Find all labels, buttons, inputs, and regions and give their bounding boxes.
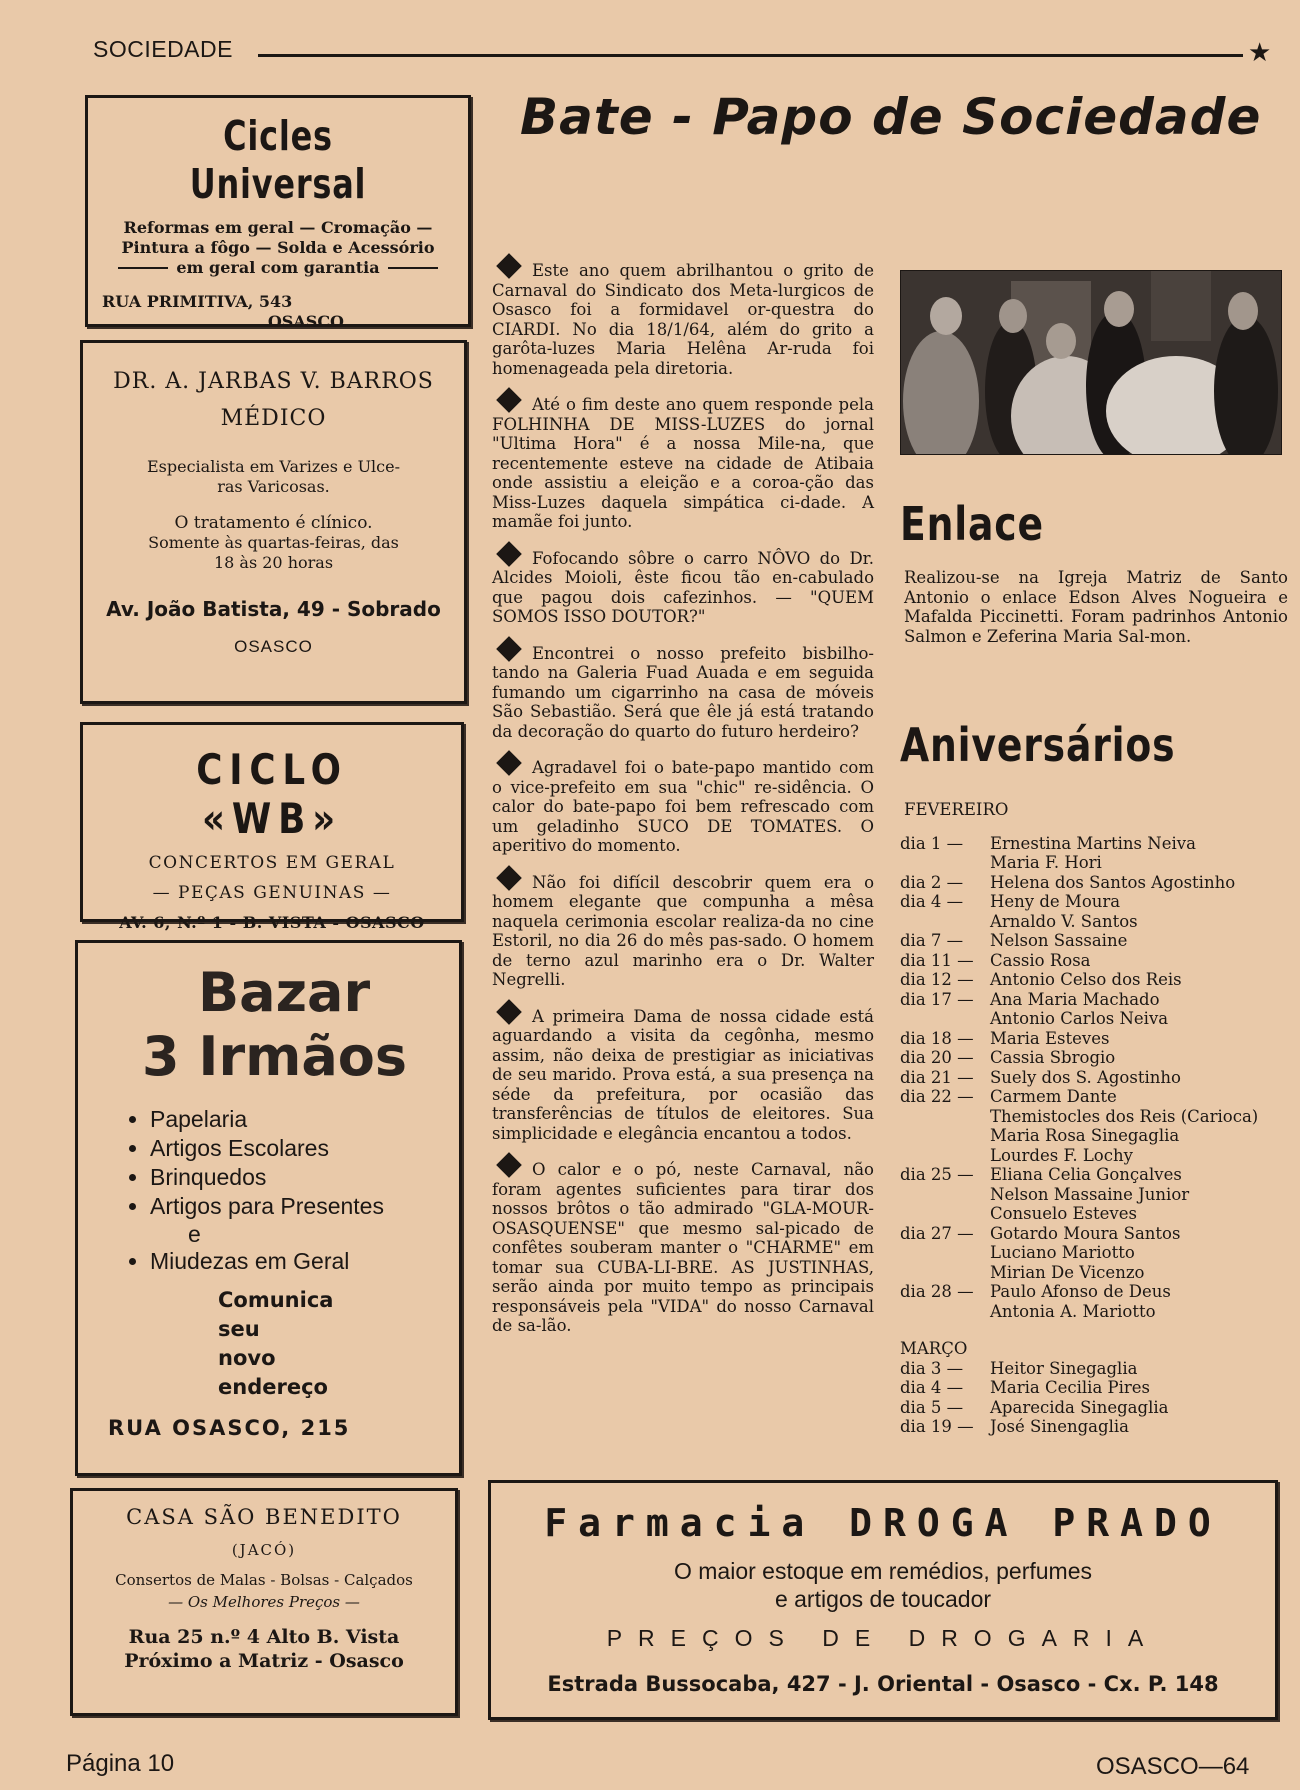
ad-subtitle: MÉDICO	[220, 406, 327, 431]
birthday-name: Antonia A. Mariotto	[990, 1301, 1156, 1321]
edition-label: OSASCO—64	[1096, 1753, 1250, 1780]
ad-list	[98, 1247, 439, 1276]
ad-line: ras Varicosas.	[217, 477, 330, 496]
birthday-name: Aparecida Sinegaglia	[990, 1397, 1169, 1417]
birthday-day: dia 18 —	[900, 1028, 974, 1048]
page-number: Página 10	[66, 1750, 175, 1777]
birthday-row	[900, 1378, 1290, 1398]
ad-line: Consertos de Malas - Bolsas - Calçados	[115, 1571, 413, 1589]
ad-prices: PREÇOS DE DROGARIA	[606, 1625, 1160, 1651]
ad-notice: Comunica seu novo endereço	[218, 1288, 334, 1399]
birthday-row	[900, 1417, 1290, 1437]
diamond-icon	[496, 541, 521, 566]
ad-address: RUA PRIMITIVA, 543	[102, 292, 293, 311]
birthday-list	[900, 800, 1290, 1437]
birthday-day: dia 5 —	[900, 1397, 964, 1417]
birthday-row	[900, 1029, 1290, 1049]
birthday-name: Arnaldo V. Santos	[990, 911, 1138, 931]
birthday-name: Nelson Massaine Junior	[990, 1184, 1190, 1204]
birthday-row	[900, 1398, 1290, 1418]
list-item: • Artigos para Presentes	[150, 1192, 439, 1221]
ad-title: CASA SÃO BENEDITO	[126, 1505, 402, 1529]
birthday-day: dia 25 —	[900, 1165, 974, 1184]
wedding-photo	[900, 270, 1282, 455]
section-heading-aniversarios: Aniversários	[900, 718, 1176, 772]
birthday-name: Paulo Afonso de Deus	[990, 1282, 1171, 1301]
ad-cicles-universal	[85, 95, 471, 331]
ad-list	[98, 1105, 439, 1221]
section-heading-enlace: Enlace	[900, 497, 1044, 551]
month-label: FEVEREIRO	[904, 800, 1009, 819]
birthday-name: Maria Rosa Sinegaglia	[990, 1126, 1180, 1145]
gossip-item: Fofocando sôbre o carro NÔVO do Dr. Alcides Moioli, êste ficou tão en-cabulado que pagou dois cafezinhos. — "QUEM SOMOS ISSO DOUTOR?"	[492, 546, 874, 627]
birthday-name: Nelson Sassaine	[990, 931, 1128, 950]
birthday-row	[900, 1282, 1290, 1321]
ad-casa-sao-benedito	[70, 1488, 458, 1716]
month-label: MARÇO	[900, 1339, 968, 1358]
birthday-day: dia 20 —	[900, 1048, 974, 1067]
gossip-item: O calor e o pó, neste Carnaval, não foram agentes suficientes para tirar dos nossos brôtos o tão admirado "GLA-MOUR-OSASQUENSE" que mesmo sal-picado de confêtes souberam manter o "CHARME" em tomar sua CUBA-LI-BRE. AS JUSTINHAS, serão ainda por muito tempo as principais responsáveis pela "VIDA" do nosso Carnaval de sa-lão.	[492, 1157, 874, 1336]
ad-line: Somente às quartas-feiras, das	[148, 533, 399, 552]
birthday-name: Helena dos Santos Agostinho	[990, 872, 1236, 892]
ad-subtitle: (JACÓ)	[231, 1541, 297, 1559]
birthday-row	[900, 834, 1290, 873]
ad-address: AV. 6, N.º 1 - B. VISTA - OSASCO	[119, 913, 425, 932]
birthday-day: dia 2 —	[900, 872, 964, 892]
birthday-row	[900, 951, 1290, 971]
birthday-name: Lourdes F. Lochy	[990, 1145, 1133, 1165]
birthday-day: dia 11 —	[900, 950, 974, 970]
diamond-icon	[496, 387, 521, 412]
ad-address: Av. João Batista, 49 - Sobrado	[106, 597, 441, 621]
birthday-row	[900, 1359, 1290, 1379]
diamond-icon	[496, 253, 521, 278]
page-title: Bate - Papo de Sociedade	[520, 88, 1262, 146]
birthday-name: Suely dos S. Agostinho	[990, 1067, 1181, 1087]
diamond-icon	[496, 865, 521, 890]
enlace-text: Realizou-se na Igreja Matriz de Santo Antonio o enlace Edson Alves Nogueira e Mafalda Piccinetti. Foram padrinhos Antonio Salmon e Zeferina Maria Sal-mon.	[904, 568, 1288, 646]
ad-title: Farmacia DROGA PRADO	[544, 1501, 1222, 1545]
birthday-name: Carmem Dante	[990, 1087, 1117, 1106]
list-item: • Miudezas em Geral	[150, 1247, 439, 1276]
birthday-name: Antonio Celso dos Reis	[990, 970, 1182, 989]
ad-ciclo-wb	[80, 722, 464, 932]
feb-list	[900, 834, 1290, 1322]
photo-image	[901, 271, 1282, 455]
gossip-item: Este ano quem abrilhantou o grito de Carnaval do Sindicato dos Meta-lurgicos de Osasco foi a formidavel or-questra do CIARDI. No dia 18/1/64, além do grito a garôta-luzes Maria Helêna Ar-ruda foi homenageada pela diretoria.	[492, 258, 874, 378]
ad-line: — PEÇAS GENUINAS —	[152, 883, 392, 903]
birthday-name: Heny de Moura	[990, 892, 1121, 911]
list-item: • Papelaria	[150, 1105, 439, 1134]
birthday-name: Antonio Carlos Neiva	[990, 1009, 1169, 1028]
birthday-name: Mirian De Vicenzo	[990, 1262, 1145, 1282]
birthday-name: Maria Esteves	[990, 1028, 1110, 1048]
ad-bazar-3-irmaos	[75, 940, 462, 1476]
star-icon: ★	[1248, 38, 1272, 68]
birthday-row	[900, 1048, 1290, 1068]
birthday-name: Consuelo Esteves	[990, 1204, 1137, 1223]
list-item: • Brinquedos	[150, 1163, 439, 1192]
ad-line: — Os Melhores Preços —	[168, 1593, 360, 1611]
ad-medico	[80, 340, 467, 704]
birthday-name: Ana Maria Machado	[990, 989, 1160, 1009]
diamond-icon	[496, 636, 521, 661]
diamond-icon	[496, 1152, 521, 1177]
ad-address: Rua 25 n.º 4 Alto B. Vista	[128, 1626, 400, 1648]
ad-line: O tratamento é clínico.	[174, 513, 373, 533]
ad-title: 3 Irmãos	[142, 1025, 408, 1088]
diamond-icon	[496, 750, 521, 775]
birthday-name: Gotardo Moura Santos	[990, 1223, 1181, 1243]
birthday-day: dia 17 —	[900, 989, 974, 1009]
birthday-day: dia 27 —	[900, 1223, 974, 1243]
birthday-row	[900, 1224, 1290, 1283]
ad-line: e	[188, 1221, 201, 1247]
birthday-day: dia 3 —	[900, 1358, 964, 1378]
birthday-row	[900, 1068, 1290, 1088]
birthday-name: Ernestina Martins Neiva	[990, 833, 1196, 853]
birthday-name: Heitor Sinegaglia	[990, 1358, 1138, 1378]
diamond-icon	[496, 999, 521, 1024]
ad-line: e artigos de toucador	[774, 1586, 992, 1612]
birthday-day: dia 19 —	[900, 1417, 974, 1436]
birthday-row	[900, 873, 1290, 893]
gossip-item: Até o fim deste ano quem responde pela FOLHINHA DE MISS-LUZES do jornal "Ultima Hora" é a nossa Mile-na, que recentemente esteve na cidade de Atibaia onde assistiu a eleição e a coroa-ção das Miss-Luzes daquela simpática ci-dade. A mamãe foi junto.	[492, 392, 874, 532]
ad-city: OSASCO	[234, 637, 313, 656]
birthday-day: dia 21 —	[900, 1067, 974, 1087]
birthday-row	[900, 970, 1290, 990]
gossip-item: Encontrei o nosso prefeito bisbilho- tando na Galeria Fuad Auada e em seguida fumando um cigarrinho na casa de móveis São Sebastião. Será que êle já está tratando da decoração do quarto do futuro herdeiro?	[492, 641, 874, 742]
birthday-day: dia 7 —	[900, 931, 964, 950]
list-item: • Artigos Escolares	[150, 1134, 439, 1163]
ad-title: Bazar	[198, 961, 371, 1024]
birthday-name: Eliana Celia Gonçalves	[990, 1165, 1182, 1184]
ad-line: Reformas em geral — Cromação —	[123, 218, 433, 237]
birthday-name: Cassio Rosa	[990, 950, 1091, 970]
ad-address: Próximo a Matriz - Osasco	[124, 1650, 404, 1672]
birthday-name: José Sinengaglia	[990, 1417, 1129, 1436]
gossip-item: Não foi difícil descobrir quem era o homem elegante que compunha a mêsa naquela cerimonia escolar realiza-da no cine Estoril, no dia 26 do mês pas-sado. O homem de terno azul marinho era o Dr. Walter Negrelli.	[492, 870, 874, 990]
birthday-day: dia 28 —	[900, 1282, 974, 1301]
birthday-name: Themistocles dos Reis (Carioca)	[990, 1106, 1259, 1126]
ad-farmacia-droga-prado	[488, 1480, 1278, 1720]
ad-title: DR. A. JARBAS V. BARROS	[113, 369, 434, 394]
gossip-column	[492, 258, 874, 1350]
ad-line: CONCERTOS EM GERAL	[148, 853, 396, 873]
birthday-row	[900, 1165, 1290, 1224]
mar-list	[900, 1359, 1290, 1437]
gossip-item: A primeira Dama de nossa cidade está aguardando a visita da cegônha, mesmo assim, não deixa de prestigiar as iniciativas de seu marido. Prova está, a sua presença na séde da prefeitura, por ocasião das transferências de títulos de eleitores. Sua simplicidade e elegância encantou a todos.	[492, 1004, 874, 1144]
section-label: SOCIEDADE	[93, 36, 233, 62]
birthday-name: Cassia Sbrogio	[990, 1048, 1116, 1067]
gossip-item: Agradavel foi o bate-papo mantido com o vice-prefeito em sua "chic" re-sidência. O calor do bate-papo foi bem refrescado com um geladinho SUCO DE TOMATES. O aperitivo do momento.	[492, 755, 874, 856]
birthday-name: Maria F. Hori	[990, 853, 1102, 872]
birthday-row	[900, 892, 1290, 931]
birthday-name: Luciano Mariotto	[990, 1243, 1135, 1262]
ad-line: Especialista em Varizes e Ulce-	[146, 457, 401, 476]
birthday-day: dia 1 —	[900, 833, 964, 853]
birthday-row	[900, 931, 1290, 951]
header-rule	[258, 54, 1243, 57]
birthday-day: dia 4 —	[900, 892, 964, 911]
ad-address: RUA OSASCO, 215	[108, 1416, 351, 1440]
ad-address: Estrada Bussocaba, 427 - J. Oriental - Osasco - Cx. P. 148	[547, 1672, 1219, 1696]
ad-line: 18 às 20 horas	[213, 553, 334, 572]
ad-line: em geral com garantia	[102, 258, 454, 278]
birthday-row	[900, 1087, 1290, 1165]
birthday-day: dia 12 —	[900, 970, 974, 989]
ad-line: Pintura a fôgo — Solda e Acessório	[121, 238, 435, 257]
birthday-day: dia 4 —	[900, 1378, 964, 1397]
birthday-row	[900, 990, 1290, 1029]
ad-line: O maior estoque em remédios, perfumes	[673, 1558, 1092, 1584]
ad-city: OSASCO	[267, 312, 344, 331]
ad-title: CICLO «WB»	[196, 745, 348, 843]
birthday-name: Maria Cecilia Pires	[990, 1378, 1151, 1397]
birthday-day: dia 22 —	[900, 1087, 974, 1106]
ad-title: Cicles Universal	[189, 112, 367, 208]
